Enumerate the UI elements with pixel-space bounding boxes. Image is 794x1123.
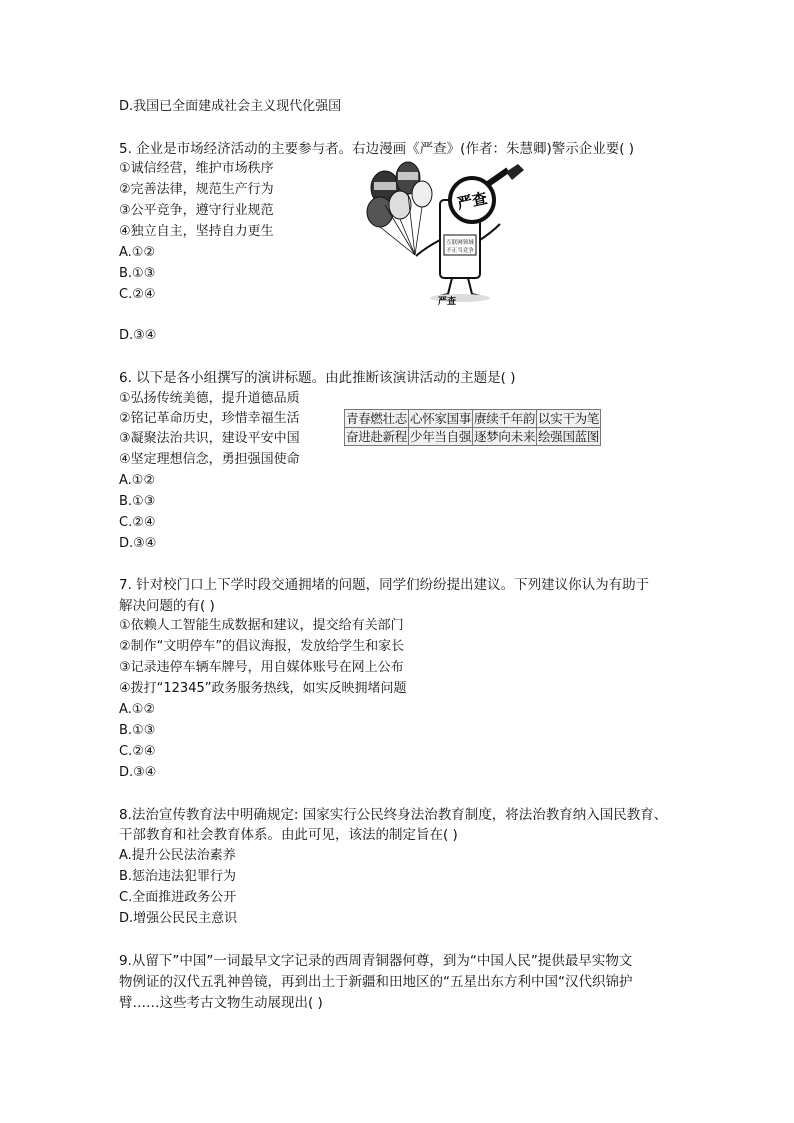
magnifier <box>450 164 524 222</box>
question-8-option-b: B.惩治违法犯罪行为 <box>119 869 237 884</box>
question-5-item-1: ①诚信经营，维护市场秩序 <box>119 161 274 176</box>
question-6-option-d: D.③④ <box>119 536 157 551</box>
question-7-item-2: ②制作“文明停车”的倡议海报，发放给学生和家长 <box>119 639 405 654</box>
question-5-stem: 5. 企业是市场经济活动的主要参与者。右边漫画《严查》(作者：朱慧卿)警示企业要( ) <box>119 141 635 157</box>
balloon-cluster <box>367 162 432 255</box>
question-5-item-4: ④独立自主，坚持自力更生 <box>119 224 274 239</box>
table-cell: 逐梦向未来 <box>474 428 536 444</box>
cartoon-image <box>360 160 540 310</box>
question-7-option-c: C.②④ <box>119 744 156 759</box>
question-7-item-3: ③记录违停车辆车牌号，用自媒体账号在网上公布 <box>119 660 404 675</box>
question-5-item-3: ③公平竞争，遵守行业规范 <box>119 203 274 218</box>
question-7-stem-line-1: 7. 针对校门口上下学时段交通拥堵的问题，同学们纷纷提出建议。下列建议你认为有助于 <box>119 577 650 593</box>
question-6-option-a: A.①② <box>119 473 156 488</box>
question-9-stem-line-2: 物例证的汉代五乳神兽镜，再到出土于新疆和田地区的“五星出东方利中国“汉代织锦护 <box>119 974 633 990</box>
table-cell: 奋进赴新程 <box>346 428 408 444</box>
speech-titles-table <box>344 409 601 446</box>
prev-question-option-d: D.我国已全面建成社会主义现代化强国 <box>119 99 342 114</box>
question-7-stem-line-2: 解决问题的有( ) <box>119 598 215 614</box>
table-cell: 绘强国蓝图 <box>538 428 600 444</box>
question-8-option-a: A.提升公民法治素养 <box>119 848 236 863</box>
question-6-item-3: ③凝聚法治共识，建设平安中国 <box>119 431 300 446</box>
question-8-option-c: C.全面推进政务公开 <box>119 890 237 905</box>
question-5-option-b: B.①③ <box>119 266 156 281</box>
question-6-stem: 6. 以下是各小组撰写的演讲标题。由此推断该演讲活动的主题是( ) <box>119 370 516 386</box>
question-7-item-4: ④拨打“12345”政务服务热线，如实反映拥堵问题 <box>119 681 407 696</box>
question-7-option-b: B.①③ <box>119 723 156 738</box>
table-cell: 心怀家国事 <box>410 410 472 426</box>
question-8-stem-line-2: 干部教育和社会教育体系。由此可见，该法的制定旨在( ) <box>119 827 458 843</box>
table-row <box>345 410 601 428</box>
question-6-item-2: ②铭记革命历史，珍惜幸福生活 <box>119 411 300 426</box>
question-5-item-2: ②完善法律，规范生产行为 <box>119 182 274 197</box>
question-5-option-d: D.③④ <box>119 328 157 343</box>
phone-text-1: 互联网领域 <box>446 240 474 246</box>
question-6-option-b: B.①③ <box>119 494 156 509</box>
cartoon-caption: 严查 <box>438 297 457 307</box>
question-6-item-1: ①弘扬传统美德，提升道德品质 <box>119 391 300 406</box>
question-9-stem-line-3: 臂……这些考古文物生动展现出( ) <box>119 995 323 1011</box>
question-7-item-1: ①依赖人工智能生成数据和建议，提交给有关部门 <box>119 618 404 633</box>
question-6-option-c: C.②④ <box>119 515 156 530</box>
table-cell: 以实干为笔 <box>538 410 600 426</box>
question-8-stem-line-1: 8.法治宣传教育法中明确规定: 国家实行公民终身法治教育制度，将法治教育纳入国民教育、 <box>119 807 668 823</box>
question-6-item-4: ④坚定理想信念，勇担强国使命 <box>119 452 300 467</box>
question-7-option-a: A.①② <box>119 702 156 717</box>
question-9-stem-line-1: 9.从留下”中国”一词最早文字记录的西周青铜器何尊，到为“中国人民”提供最早实物文 <box>119 953 633 969</box>
question-7-option-d: D.③④ <box>119 765 157 780</box>
question-5-option-a: A.①② <box>119 245 156 260</box>
table-cell: 赓续千年韵 <box>474 410 536 426</box>
table-row <box>345 428 601 446</box>
question-8-option-d: D.增强公民民主意识 <box>119 911 238 926</box>
phone-text-2: 不正当竞争 <box>446 248 474 254</box>
question-5-option-c: C.②④ <box>119 287 156 302</box>
magnifier-text: 严查 <box>455 189 489 213</box>
table-cell: 青春燃壮志 <box>346 410 408 426</box>
table-cell: 少年当自强 <box>410 428 472 444</box>
